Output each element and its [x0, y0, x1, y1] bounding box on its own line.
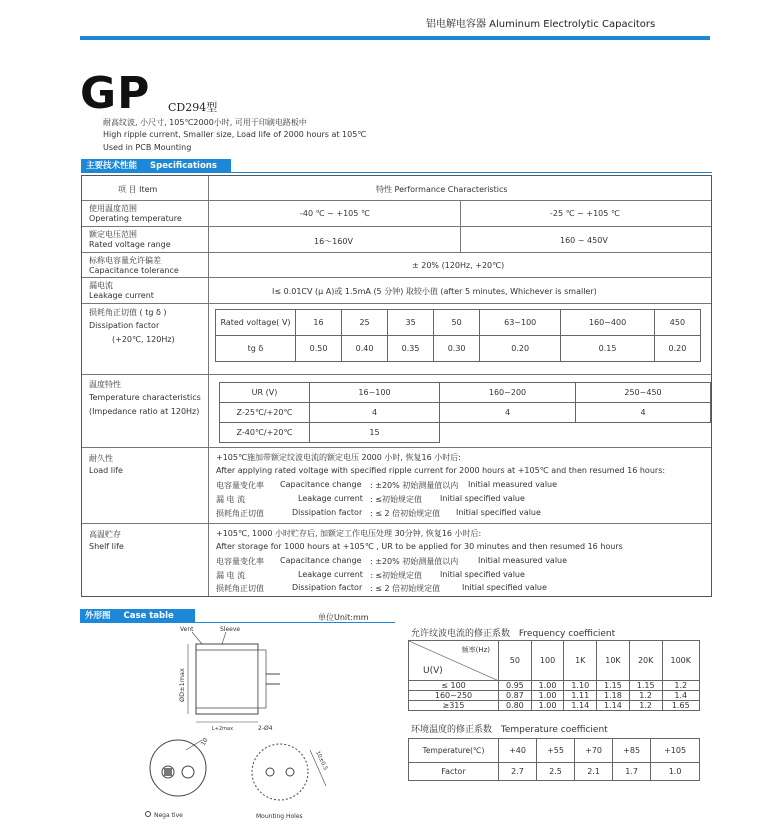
dissipation-table [215, 309, 701, 362]
tempcoef-temp: +40 [499, 739, 537, 763]
sl-label-en: Capacitance change [280, 556, 362, 565]
row-divider [82, 226, 711, 227]
freq-row-v: ≥315 [409, 701, 499, 711]
tc-head-range: 160~200 [440, 383, 576, 403]
freq-val: 1.11 [564, 691, 597, 701]
tempcoef-head-label: Temperature(℃) [409, 739, 499, 763]
tempcoef-title-cn: 环境温度的修正系数 [411, 725, 493, 735]
freq-row-v: ≤ 100 [409, 681, 499, 691]
df-voltage: 16 [296, 310, 342, 336]
load-life-en: Load life [89, 466, 123, 475]
df-voltage: 35 [388, 310, 434, 336]
bottom-view-circle [150, 740, 206, 796]
ll-crit-cn: : ≤初始规定值 [370, 495, 422, 504]
case-label-cn: 外形图 [85, 611, 111, 621]
mounting-hole [286, 768, 294, 776]
freq-val: 1.2 [629, 701, 662, 711]
ll-crit-en: Initial specified value [456, 508, 541, 517]
df-voltage: 25 [342, 310, 388, 336]
df-tg-label: tg δ [216, 336, 296, 362]
case-drawing [140, 622, 340, 820]
sl-label-en: Leakage current [298, 570, 363, 579]
vent-label: Vent [180, 626, 194, 633]
length-label: L+2max [212, 726, 234, 732]
spec-col-divider [208, 176, 209, 596]
df-value: 0.20 [480, 336, 561, 362]
df-value: 0.15 [561, 336, 655, 362]
case-label-en: Case table [123, 611, 174, 621]
sl-crit-cn: : ≤初始规定值 [370, 571, 422, 580]
freq-val: 1.65 [662, 701, 699, 711]
op-temp-cn: 使用温度范围 [89, 204, 137, 213]
freq-head: 10K [597, 641, 630, 681]
df-value: 0.35 [388, 336, 434, 362]
diameter-label: ØD±1max [178, 668, 186, 702]
model-type: CD294型 [168, 101, 218, 114]
freq-val: 1.00 [531, 691, 564, 701]
tempcoef-temp: +55 [537, 739, 575, 763]
mounting-label: Mounting Holes [256, 813, 303, 820]
tc-head-ur: UR (V) [220, 383, 310, 403]
sl-crit-en: Initial measured value [478, 556, 568, 565]
sl-label-cn: 电容量变化率 [216, 557, 264, 566]
tempcoef-factor-label: Factor [409, 763, 499, 781]
tc-row1-value: 4 [440, 403, 576, 423]
freq-val: 1.00 [531, 681, 564, 691]
row-divider [82, 277, 711, 278]
sleeve-label: Sleeve [220, 626, 241, 633]
freq-corner-bottom: U(V) [423, 666, 443, 676]
tempcoef-temp: +70 [575, 739, 613, 763]
ll-crit-en: Initial specified value [440, 494, 525, 503]
ll-label-en: Capacitance change [280, 480, 362, 489]
freq-corner-top: 频率(Hz) [461, 646, 490, 654]
temp-char-table [219, 382, 711, 443]
specs-rule [81, 172, 712, 173]
leakage-value: I≤ 0.01CV (μ A)或 1.5mA (5 分钟) 取较小值 (after 5 minutes, Whichever is smaller) [272, 287, 597, 296]
sl-label-cn: 损耗角正切值 [216, 584, 264, 593]
freq-table [408, 640, 700, 711]
sl-label-en: Dissipation factor [292, 583, 363, 592]
df-value: 0.20 [654, 336, 700, 362]
sleeve-end [258, 650, 266, 708]
rated-voltage-left: 16～160V [314, 237, 353, 246]
op-temp-right: -25 ℃ ~ +105 ℃ [550, 209, 620, 218]
row-divider [82, 523, 711, 524]
row-divider [82, 252, 711, 253]
temp-char-cn: 温度特性 [89, 380, 121, 389]
specs-label-cn: 主要技术性能 [86, 161, 138, 171]
spec-head-characteristics: 特性 Performance Characteristics [376, 185, 508, 194]
temp-char-en1: Temperature characteristics [89, 393, 201, 402]
freq-val: 0.87 [499, 691, 532, 701]
load-life-line1: +105℃施加带额定纹波电流的额定电压 2000 小时, 恢复16 小时后: [216, 453, 461, 462]
freq-val: 1.00 [531, 701, 564, 711]
intro-line-en: High ripple current, Smaller size, Load life of 2000 hours at 105℃ [103, 130, 367, 139]
freq-title-cn: 允许纹波电流的修正系数 [411, 629, 511, 639]
header-rule [80, 36, 710, 40]
freq-val: 1.2 [629, 691, 662, 701]
freq-val: 1.10 [564, 681, 597, 691]
df-value: 0.50 [296, 336, 342, 362]
df-rated-voltage-label: Rated voltage( V) [216, 310, 296, 336]
temp-char-en2: (Impedance ratio at 120Hz) [89, 407, 200, 416]
pin-spacing-label: 10 [199, 736, 210, 747]
freq-val: 1.15 [629, 681, 662, 691]
shelf-life-en: Shelf life [89, 542, 124, 551]
op-temp-left: -40 ℃ ~ +105 ℃ [300, 209, 370, 218]
freq-val: 1.14 [597, 701, 630, 711]
load-life-line2: After applying rated voltage with specified ripple current for 2000 hours at +105℃ and then resumed 16 hours: [216, 466, 666, 475]
tempcoef-temp: +85 [613, 739, 651, 763]
tempcoef-temp: +105 [651, 739, 700, 763]
df-value: 0.30 [434, 336, 480, 362]
ll-crit-cn: : ≤ 2 倍初始规定值 [370, 509, 441, 518]
tempcoef-factor: 2.1 [575, 763, 613, 781]
freq-head: 100K [662, 641, 699, 681]
sl-crit-en: Initial specified value [440, 570, 525, 579]
mounting-circle [252, 744, 308, 800]
spec-table [81, 175, 712, 597]
cap-tol-value: ± 20% (120Hz, +20℃) [412, 261, 505, 270]
freq-val: 1.18 [597, 691, 630, 701]
sl-label-cn: 漏 电 流 [216, 571, 246, 580]
sl-crit-cn: : ±20% 初始测量值以内 [370, 557, 459, 566]
ll-label-en: Leakage current [298, 494, 363, 503]
rated-voltage-right: 160 ~ 450V [560, 236, 608, 245]
leader [222, 632, 226, 644]
tempcoef-factor: 1.7 [613, 763, 651, 781]
freq-val: 1.15 [597, 681, 630, 691]
cap-tol-cn: 标称电容量允许偏差 [89, 256, 161, 265]
ll-crit-en: Initial measured value [468, 480, 558, 489]
tc-row1-value: 4 [576, 403, 711, 423]
intro-line-cn: 耐高纹波, 小尺寸, 105℃2000小时, 可用于印刷电路板中 [103, 118, 307, 127]
tempcoef-title [411, 722, 608, 735]
tempcoef-table [408, 738, 700, 781]
op-temp-en: Operating temperature [89, 214, 182, 223]
freq-corner [409, 641, 499, 681]
row-divider [82, 200, 711, 201]
tc-row2-label: Z-40℃/+20℃ [220, 423, 310, 443]
col-divider [460, 200, 461, 252]
negative-label: Nega tive [154, 812, 183, 819]
leader [192, 632, 202, 644]
specs-section-tab [81, 159, 231, 173]
header-title: 铝电解电容器 Aluminum Electrolytic Capacitors [426, 19, 656, 30]
leakage-en: Leakage current [89, 291, 154, 300]
cap-tol-en: Capacitance tolerance [89, 266, 179, 275]
tc-empty [440, 423, 576, 443]
tempcoef-factor: 2.5 [537, 763, 575, 781]
negative-marker-icon [146, 812, 151, 817]
sl-crit-en: Initial specified value [462, 583, 547, 592]
ll-label-en: Dissipation factor [292, 508, 363, 517]
specs-label-en: Specifications [149, 161, 217, 171]
tc-head-range: 250~450 [576, 383, 711, 403]
df-voltage: 160~400 [561, 310, 655, 336]
mounting-hole [266, 768, 274, 776]
ll-label-cn: 损耗角正切值 [216, 509, 264, 518]
df-voltage: 50 [434, 310, 480, 336]
tc-row1-label: Z-25℃/+20℃ [220, 403, 310, 423]
ll-crit-cn: : ±20% 初始测量值以内 [370, 481, 459, 490]
row-divider [82, 447, 711, 448]
rated-voltage-en: Rated voltage range [89, 240, 171, 249]
holes-label: 2-Ø4 [258, 725, 273, 732]
shelf-life-line1: +105℃, 1000 小时贮存后, 加额定工作电压处理 30分钟, 恢复16 小时后: [216, 529, 482, 538]
shelf-life-line2: After storage for 1000 hours at +105℃ , UR to be applied for 30 minutes and then resumed 16 hours [216, 542, 623, 551]
tempcoef-factor: 1.0 [651, 763, 700, 781]
leakage-cn: 漏电流 [89, 281, 113, 290]
tempcoef-factor: 2.7 [499, 763, 537, 781]
spec-head-item: 项 目 Item [118, 185, 158, 194]
tc-head-range: 16~100 [310, 383, 440, 403]
case-unit: 单位Unit:mm [318, 613, 369, 622]
freq-head: 50 [499, 641, 532, 681]
freq-row-v: 160~250 [409, 691, 499, 701]
dissipation-cond: (+20℃, 120Hz) [112, 335, 175, 344]
rated-voltage-cn: 额定电压范围 [89, 230, 137, 239]
tc-empty [576, 423, 711, 443]
freq-title [411, 626, 615, 639]
terminal-pos [182, 766, 194, 778]
tc-row2-value: 15 [310, 423, 440, 443]
capacitor-body [196, 644, 258, 714]
dissipation-en: Dissipation factor [89, 321, 160, 330]
tempcoef-title-en: Temperature coefficient [500, 725, 608, 735]
ll-label-cn: 漏 电 流 [216, 495, 246, 504]
freq-val: 0.80 [499, 701, 532, 711]
df-value: 0.40 [342, 336, 388, 362]
freq-head: 100 [531, 641, 564, 681]
intro-line-pcb: Used in PCB Mounting [103, 143, 192, 152]
dissipation-cn: 损耗角正切值 ( tg δ ) [89, 308, 167, 317]
freq-val: 1.2 [662, 681, 699, 691]
row-divider [82, 374, 711, 375]
ll-label-cn: 电容量变化率 [216, 481, 264, 490]
terminal-neg-mark [164, 768, 172, 776]
model-name: GP [80, 68, 151, 119]
row-divider [82, 303, 711, 304]
tc-row1-value: 4 [310, 403, 440, 423]
df-voltage: 63~100 [480, 310, 561, 336]
sl-crit-cn: : ≤ 2 倍初始规定值 [370, 584, 441, 593]
freq-val: 0.95 [499, 681, 532, 691]
case-section-tab [80, 609, 195, 623]
freq-val: 1.4 [662, 691, 699, 701]
freq-head: 1K [564, 641, 597, 681]
load-life-cn: 耐久性 [89, 454, 113, 463]
freq-val: 1.14 [564, 701, 597, 711]
shelf-life-cn: 高温贮存 [89, 530, 121, 539]
freq-head: 20K [629, 641, 662, 681]
freq-title-en: Frequency coefficient [518, 629, 616, 639]
df-voltage: 450 [654, 310, 700, 336]
pitch-label: 10±0.5 [314, 750, 329, 772]
